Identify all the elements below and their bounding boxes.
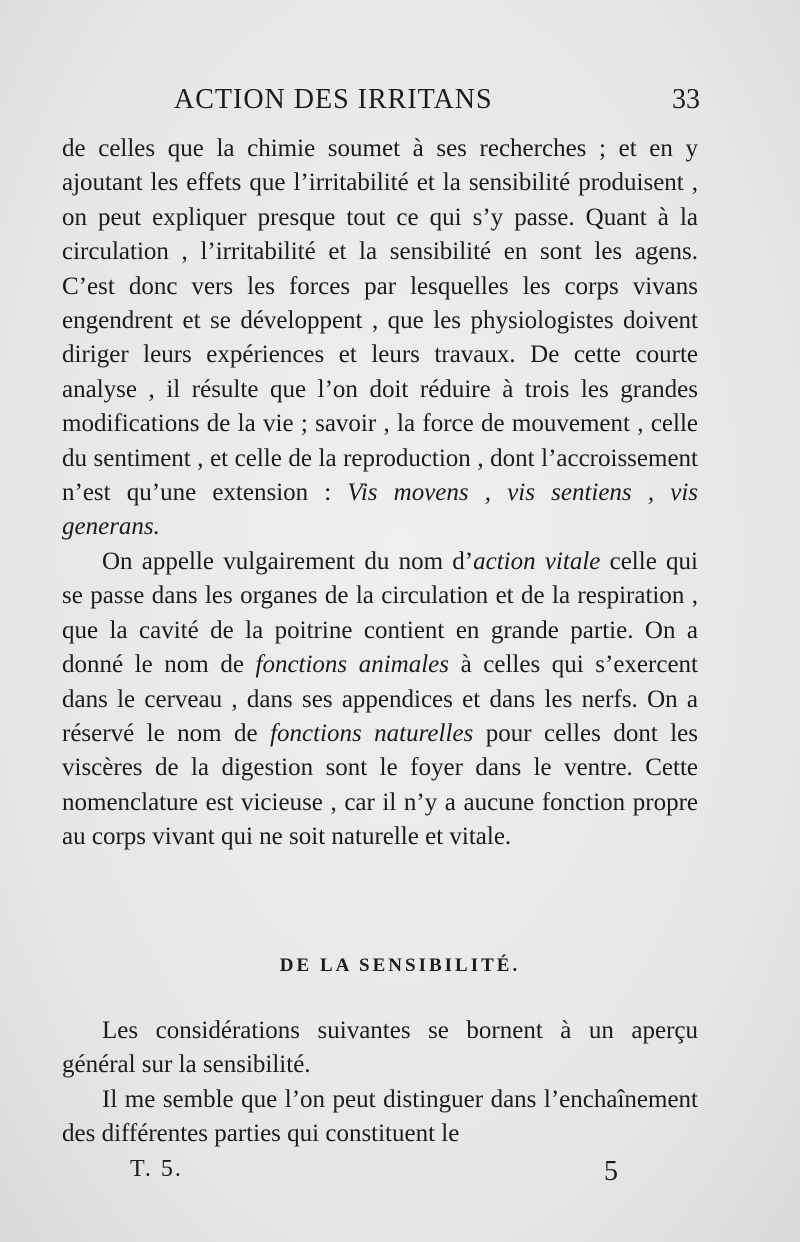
running-title: ACTION DES IRRITANS (174, 84, 493, 115)
signature-mark: T. 5. (130, 1156, 183, 1182)
page-header (0, 84, 800, 124)
paragraph-1 (62, 132, 698, 545)
italic-term-fonctions-naturelles: fonctions naturelles (270, 719, 474, 747)
section-paragraph-2: Il me semble que l’on peut distinguer dans l’enchaînement des différentes parties qui constituent le (62, 1085, 698, 1148)
paragraph-2-text-a: On appelle vulgairement du nom d’ (102, 547, 474, 575)
paragraph-2-text-c: à celles qui s’exercent dans le cerveau , dans ses appendices et dans les nerfs. On a réservé le nom de (62, 651, 698, 747)
section-heading: DE LA SENSIBILITÉ. (279, 955, 521, 976)
section-paragraph-1: Les considérations suivantes se bornent à un aperçu général sur la sensibilité. (62, 1017, 698, 1079)
section-text (62, 1014, 698, 1152)
signature-number: 5 (604, 1156, 618, 1187)
paragraph-1-text: de celles que la chimie soumet à ses recherches ; et en y ajoutant les effets que l’irritabilité et la sensibilité produisent , on peut expliquer presque tout ce qui s’y passe. Quant à la circulation , l’irritabilité et la sensibilité en sont les agens. C’est donc vers les forces par lesquelles les corps vivans engendrent et se développent , que les physiologistes doivent diriger leurs expériences et leurs travaux. De cette courte analyse , il résulte que l’on doit réduire à trois les grandes modifications de la vie ; savoir , la force de mouvement , celle du sentiment , et celle de la reproduction , dont l’accroissement n’est qu’une extension : (62, 135, 698, 507)
main-text (62, 132, 698, 855)
paragraph-2 (62, 545, 698, 855)
italic-term-action-vitale: action vitale (473, 547, 601, 575)
page-number: 33 (672, 84, 700, 115)
latin-phrase: Vis movens , vis sentiens , vis generans. (62, 479, 698, 541)
paragraph-2-text-b: celle qui se passe dans les organes de la circulation et de la respiration , que la cavité de la poitrine contient en grande partie. On a donné le nom de (62, 547, 698, 679)
page-footer (0, 1156, 800, 1192)
italic-term-fonctions-animales: fonctions animales (255, 651, 450, 679)
paragraph-2-text-d: pour celles dont les viscères de la digestion sont le foyer dans le ventre. Cette nomenclature est vicieuse , car il n’y a aucune fonction propre au corps vivant qui ne soit naturelle et vitale. (62, 719, 698, 851)
